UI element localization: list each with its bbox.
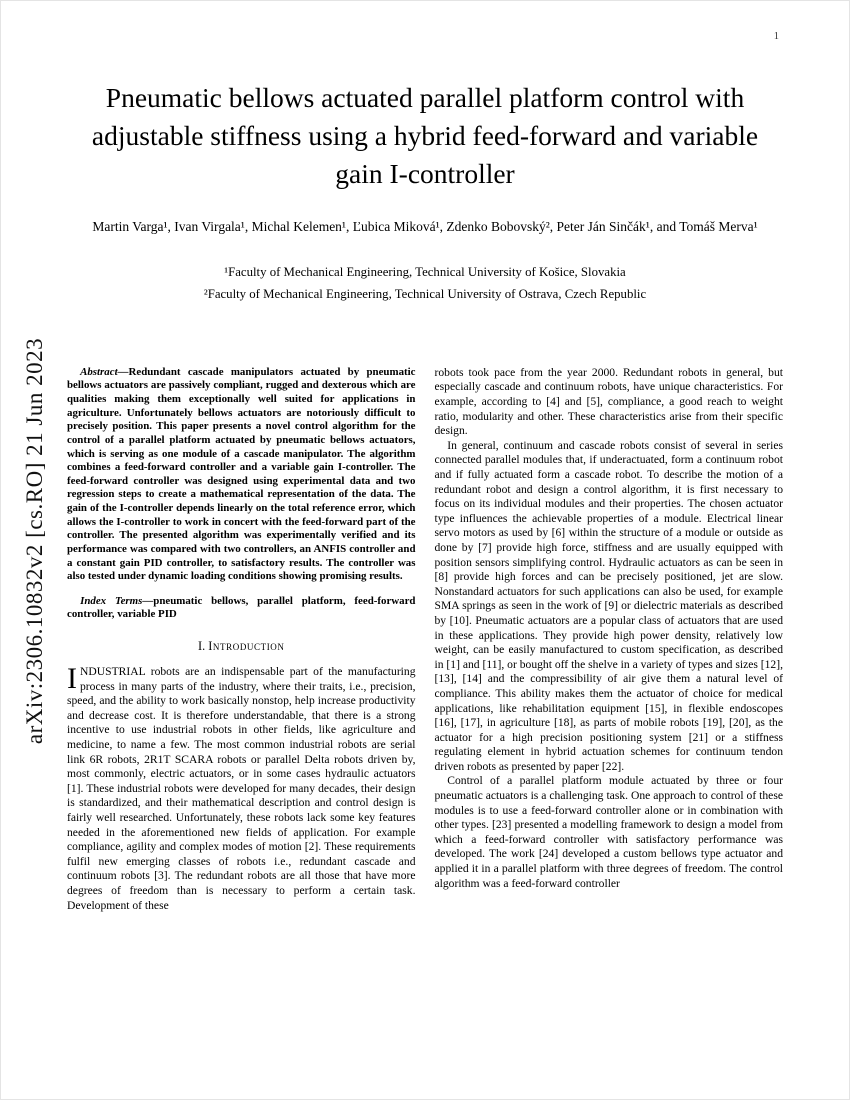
intro-paragraph-1 bbox=[67, 662, 416, 913]
authors-line: Martin Varga¹, Ivan Virgala¹, Michal Kelemen¹, Ľubica Miková¹, Zdenko Bobovský², Peter Ján Sinčák¹, and Tomáš Merva¹ bbox=[92, 218, 758, 234]
affiliation-2: ²Faculty of Mechanical Engineering, Technical University of Ostrava, Czech Republic bbox=[203, 287, 647, 302]
body-paragraph-4: Control of a parallel platform module actuated by three or four pneumatic actuators is a challenging task. One approach to control of these modules is to use a feed-forward controller alone or in combination with other types. [23] presented a modelling framework to design a model from which a feed-forward controller with satisfactory performance was developed. The work [24] developed a custom bellows type actuator and applied it in a parallel platform with three degrees of freedom. The control algorithm was a feed-forward controller bbox=[434, 774, 783, 890]
dropcap-letter: I bbox=[67, 662, 77, 696]
index-terms-text: pneumatic bellows, parallel platform, feed-forward controller, variable PID bbox=[67, 594, 416, 621]
left-column bbox=[67, 366, 416, 913]
abstract-text: Redundant cascade manipulators actuated by pneumatic bellows actuators are passively compliant, rugged and dexterous which are qualities making them exceptionally well suited for applications in agriculture. Unfortunately bellows actuators are notoriously difficult to precisely position. This paper presents a novel control algorithm for the control of a parallel platform actuated by pneumatic bellows actuators, which is serving as one module of a cascade manipulator. The algorithm combines a feed-forward controller and a variable gain I-controller. The feed-forward controller was designed using experimental data and two regression steps to create a mathematical representation of the data. The gain of the I-controller depends linearly on the total reference error, which allows the I-controller to work in concert with the feed-forward part of the controller. The presented algorithm was experimentally verified and its performance was compared with two controllers, an ANFIS controller and a constant gain PID controller, to satisfactory results. The controller was also tested under dynamic loading conditions showing promising results. bbox=[67, 365, 416, 583]
arxiv-watermark: arXiv:2306.10832v2 [cs.RO] 21 Jun 2023 bbox=[22, 337, 47, 745]
paper-title: Pneumatic bellows actuated parallel platform control with adjustable stiffness using a hybrid feed-forward and variable gain I-controller bbox=[91, 82, 759, 189]
two-column-body bbox=[1, 366, 849, 913]
section-number: I. bbox=[197, 639, 206, 654]
body-paragraph-2: robots took pace from the year 2000. Redundant robots in general, but especially cascade and continuum robots, have unique characteristics. For example, according to [4] and [5], compliance, a good reach to weight ratio, modularity and other. These characteristics arise from their specific design. bbox=[434, 365, 783, 438]
index-terms bbox=[67, 595, 416, 622]
abstract-label: Abstract— bbox=[80, 365, 129, 378]
right-column bbox=[435, 366, 784, 913]
affiliation-1: ¹Faculty of Mechanical Engineering, Technical University of Košice, Slovakia bbox=[224, 265, 626, 280]
section-heading-introduction bbox=[67, 639, 416, 654]
intro-paragraph-1-text: NDUSTRIAL robots are an indispensable part of the manufacturing process in many parts of the industry, where their traits, i.e., precision, speed, and the ability to work basically nonstop, help increase productivity and decrease cost. It is therefore understandable, that there is a strong incentive to use industrial robots in other fields, like agriculture and medicine, to name a few. The most common industrial robots are serial link 6R robots, 2R1T SCARA robots or parallel Delta robots driven by, most commonly, electric actuators, or in some cases hydraulic actuators [1]. These industrial robots were developed for many decades, their design is standardized, and their mathematical description and control design is fairly well researched. Unfortunately, these robots lack some key features needed in the aforementioned new fields of application. For example compliance, agility and complex modes of motion [2]. These requirements fulfil new emerging classes of robots i.e., redundant cascade and continuum robots [3]. The redundant robots are all those that have more degrees of freedom than is necessary to perform a certain task. Development of these bbox=[67, 665, 416, 912]
title-block bbox=[90, 79, 760, 193]
section-title: Introduction bbox=[208, 639, 285, 654]
body-paragraph-3: In general, continuum and cascade robots consist of several in series connected parallel modules that, if underactuated, form a continuum robot and if fully actuated form a cascade robot. To describe the motion of a redundant robot and design a control algorithm, it is first necessary to focus on its individual modules and their properties. The chosen actuator type influences the achievable properties of a module. Electrical linear servo motors as used by [6] within the structure of a module or outside as done by [7] provide high force, stiffness and are usually equipped with position sensors simplifying control. Hydraulic actuators as can be seen in [8] provide high forces and can be precisely positioned, jet are slow. Nonstandard actuators for such applications can also be used, for example SMA springs as seen in the work of [9] or dielectric materials as described by [10]. Pneumatic actuators are a popular class of actuators that are used in these applications. They provide high power density, relatively low weight, can be easily manufactured to custom specification, as described in [1] and [11], or bought off the shelve in a variety of types and sizes [12], [13], [14] and the compressibility of air give them a natural level of compliance. This ability makes them the actuator of choice for medical applications, like rehabilitation equipment [15], in flexible endoscopes [16], [17], in agriculture [18], as parts of mobile robots [19], [20], as the actuator for a high precision positioning system [21] or a stiffness regulating element in hybrid actuation schemes for continuum tendon driven robots as presented by paper [22]. bbox=[434, 438, 783, 773]
affiliations bbox=[1, 261, 849, 306]
abstract bbox=[67, 366, 416, 584]
page-number: 1 bbox=[773, 31, 779, 42]
index-terms-label: Index Terms— bbox=[80, 594, 154, 607]
